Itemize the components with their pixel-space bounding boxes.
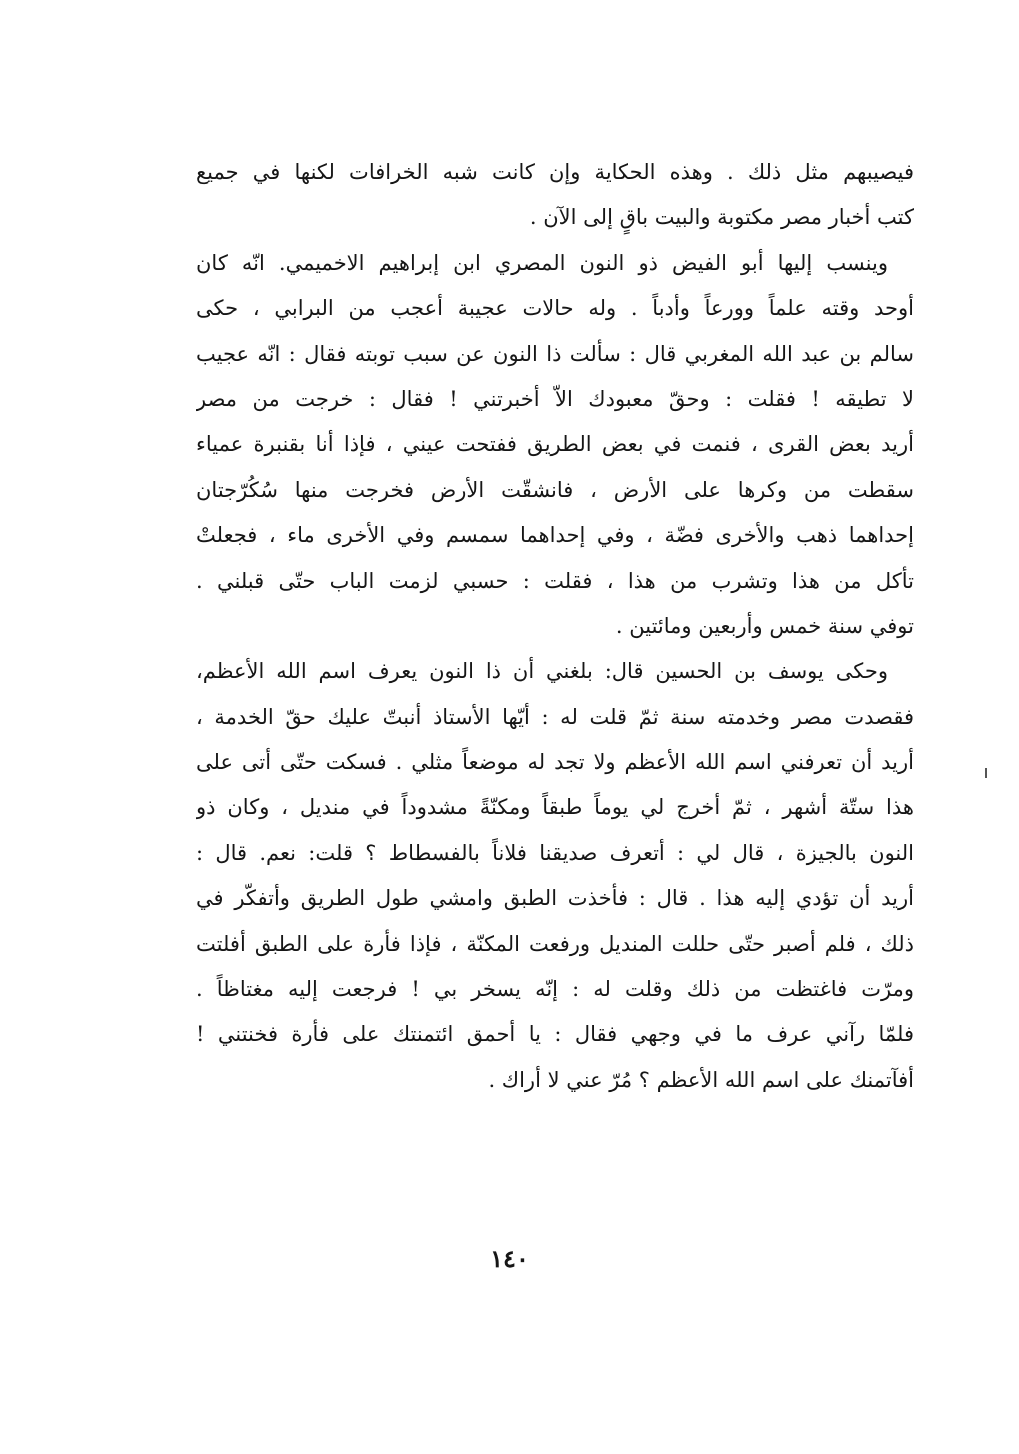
text-line: سالم بن عبد الله المغربي قال : سألت ذا النون عن سبب توبته فقال : انّه عجيب (196, 341, 914, 366)
text-line: أريد أن تؤدي إليه هذا . قال : فأخذت الطبق وامشي طول الطريق وأتفكّر في (196, 886, 914, 911)
text-line: النون بالجيزة ، قال لي : أتعرف صديقنا فلاناً بالفسطاط ؟ قلت: نعم. قال : (196, 840, 914, 865)
text-line: كتب أخبار مصر مكتوبة والبيت باقٍ إلى الآن . (529, 205, 914, 230)
text-line: لا تطيقه ! فقلت : وحقّ معبودك الاّ أخبرتني ! فقال : خرجت من مصر (196, 386, 914, 411)
text-line: أريد بعض القرى ، فنمت في بعض الطريق ففتحت عيني ، فإذا أنا بقنبرة عمياء (196, 432, 914, 457)
text-line: ومرّت فاغتظت من ذلك وقلت له : إنّه يسخر بي ! فرجعت إليه مغتاظاً . (196, 977, 914, 1002)
text-line: فقصدت مصر وخدمته سنة ثمّ قلت له : أيّها الأستاذ أنبتّ عليك حقّ الخدمة ، (196, 704, 914, 729)
page-number: ١٤٠ (490, 1244, 529, 1273)
text-line: أفآتمنك على اسم الله الأعظم ؟ مُرّ عني لا أراك . (488, 1067, 914, 1092)
body-text (196, 150, 914, 1103)
text-line: أوحد وقته علماً وورعاً وأدباً . وله حالات عجيبة أعجب من البرابي ، حكى (196, 296, 914, 321)
text-line: فيصيبهم مثل ذلك . وهذه الحكاية وإن كانت شبه الخرافات لكنها في جميع (196, 160, 914, 184)
text-line: هذا ستّة أشهر ، ثمّ أخرج لي يوماً طبقاً ومكنّةً مشدوداً في منديل ، وكان ذو (196, 795, 914, 820)
scan-speck (985, 768, 987, 778)
text-line: تأكل من هذا وتشرب من هذا ، فقلت : حسبي لزمت الباب حتّى قبلني . (196, 568, 914, 593)
text-line: أريد أن تعرفني اسم الله الأعظم ولا تجد له موضعاً مثلي . فسكت حتّى أتى على (196, 750, 914, 775)
paragraph-start-line: وحكى يوسف بن الحسين قال: بلغني أن ذا النون يعرف اسم الله الأعظم، (196, 659, 888, 684)
text-line: سقطت من وكرها على الأرض ، فانشقّت الأرض فخرجت منها سُكُرّجتان (196, 477, 914, 502)
text-line: ذلك ، فلم أصبر حتّى حللت المنديل ورفعت المكنّة ، فإذا فأرة على الطبق أفلتت (196, 931, 914, 956)
text-line: إحداهما ذهب والأخرى فضّة ، وفي إحداهما سمسم وفي الأخرى ماء ، فجعلتْ (196, 523, 914, 548)
paragraph-start-line: وينسب إليها أبو الفيض ذو النون المصري ابن إبراهيم الاخميمي. انّه كان (196, 250, 888, 275)
text-line: توفي سنة خمس وأربعين ومائتين . (615, 613, 914, 638)
text-line: فلمّا رآني عرف ما في وجهي فقال : يا أحمق ائتمنتك على فأرة فخنتني ! (196, 1022, 914, 1047)
